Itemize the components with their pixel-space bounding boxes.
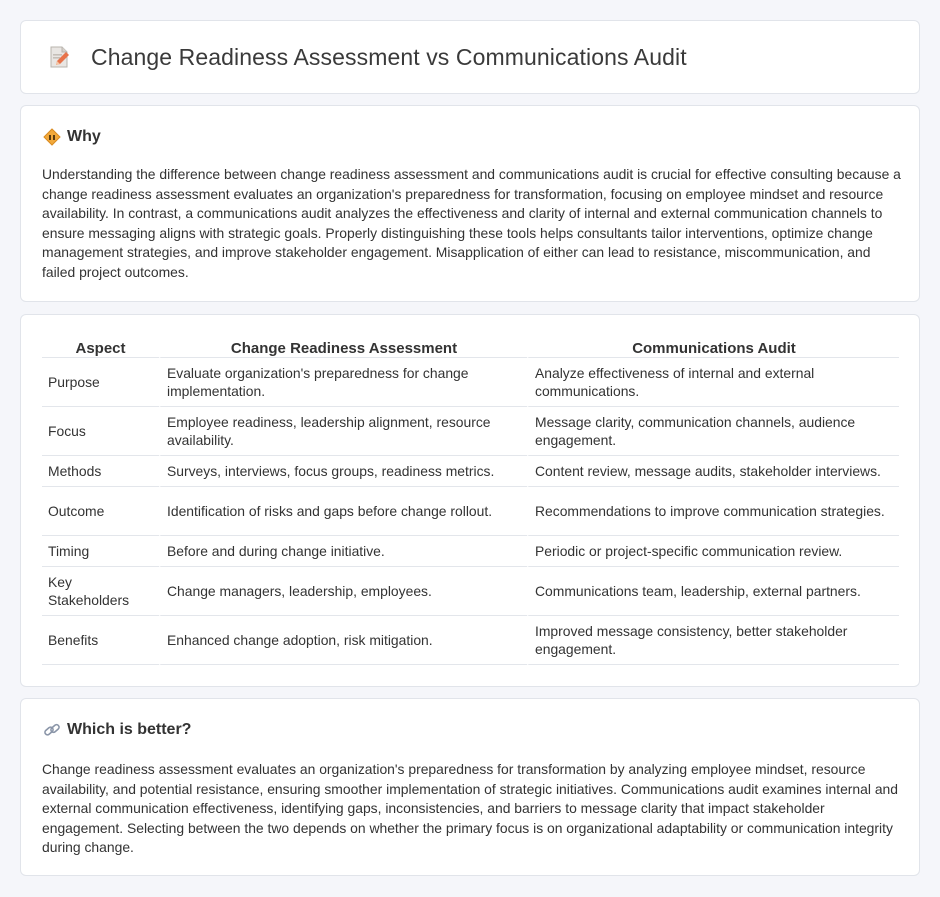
table-row	[42, 487, 899, 536]
cell-communications-audit: Recommendations to improve communication strategies.	[527, 487, 899, 536]
table-row	[42, 358, 899, 407]
cell-change-readiness: Surveys, interviews, focus groups, readiness metrics.	[159, 456, 527, 487]
table-row	[42, 407, 899, 456]
table-row	[42, 567, 899, 616]
cell-communications-audit: Improved message consistency, better stakeholder engagement.	[527, 616, 899, 665]
cell-change-readiness: Before and during change initiative.	[159, 536, 527, 567]
comparison-table	[42, 336, 899, 665]
comparison-table-card	[20, 314, 920, 687]
diamond-sign-icon	[43, 128, 61, 146]
better-heading	[43, 721, 191, 739]
table-row	[42, 616, 899, 665]
link-icon	[43, 721, 61, 739]
cell-change-readiness: Employee readiness, leadership alignment, resource availability.	[159, 407, 527, 456]
cell-communications-audit: Content review, message audits, stakeholder interviews.	[527, 456, 899, 487]
cell-aspect: Benefits	[42, 616, 159, 665]
header-aspect: Aspect	[42, 336, 159, 358]
better-title: Which is better?	[67, 721, 192, 738]
cell-aspect: Methods	[42, 456, 159, 487]
cell-aspect: Key Stakeholders	[42, 567, 159, 616]
cell-aspect: Focus	[42, 407, 159, 456]
better-paragraph: Change readiness assessment evaluates an organization's preparedness for transformation by analyzing employee mindset, resource availability, and potential resistance, ensuring smoother implementation of strategic initiatives. Communications audit examines internal and external communication effectiveness, identifying gaps, inconsistencies, and barriers to message clarity that impact stakeholder engagement. Selecting between the two depends on whether the primary focus is on organizational adaptability or communication integrity during change.	[42, 761, 899, 855]
cell-communications-audit: Analyze effectiveness of internal and external communications.	[527, 358, 899, 407]
table-row	[42, 536, 899, 567]
header-change-readiness: Change Readiness Assessment	[159, 336, 527, 358]
table-header-row	[42, 336, 899, 358]
why-title: Why	[67, 128, 101, 145]
cell-communications-audit: Message clarity, communication channels, audience engagement.	[527, 407, 899, 456]
table-row	[42, 456, 899, 487]
cell-aspect: Timing	[42, 536, 159, 567]
why-section	[20, 105, 920, 302]
why-heading	[43, 128, 101, 146]
cell-aspect: Purpose	[42, 358, 159, 407]
cell-communications-audit: Communications team, leadership, external partners.	[527, 567, 899, 616]
cell-communications-audit: Periodic or project-specific communication review.	[527, 536, 899, 567]
page-title: Change Readiness Assessment vs Communications Audit	[91, 43, 687, 70]
document-pencil-icon	[47, 45, 71, 69]
cell-change-readiness: Change managers, leadership, employees.	[159, 567, 527, 616]
cell-change-readiness: Evaluate organization's preparedness for change implementation.	[159, 358, 527, 407]
header-card	[20, 20, 920, 94]
cell-change-readiness: Identification of risks and gaps before change rollout.	[159, 487, 527, 536]
cell-aspect: Outcome	[42, 487, 159, 536]
header-communications-audit: Communications Audit	[527, 336, 899, 358]
cell-change-readiness: Enhanced change adoption, risk mitigation.	[159, 616, 527, 665]
which-is-better-section	[20, 698, 920, 876]
why-paragraph: Understanding the difference between change readiness assessment and communications audit is crucial for effective consulting because a change readiness assessment evaluates an organization's preparedness for transformation, focusing on employee mindset and resource availability. In contrast, a communications audit analyzes the effectiveness and clarity of internal and external communication channels to ensure messaging aligns with strategic goals. Properly distinguishing these tools helps consultants tailor interventions, optimize change management strategies, and improve stakeholder engagement. Misapplication of either can lead to resistance, miscommunication, and failed project outcomes.	[42, 166, 901, 280]
